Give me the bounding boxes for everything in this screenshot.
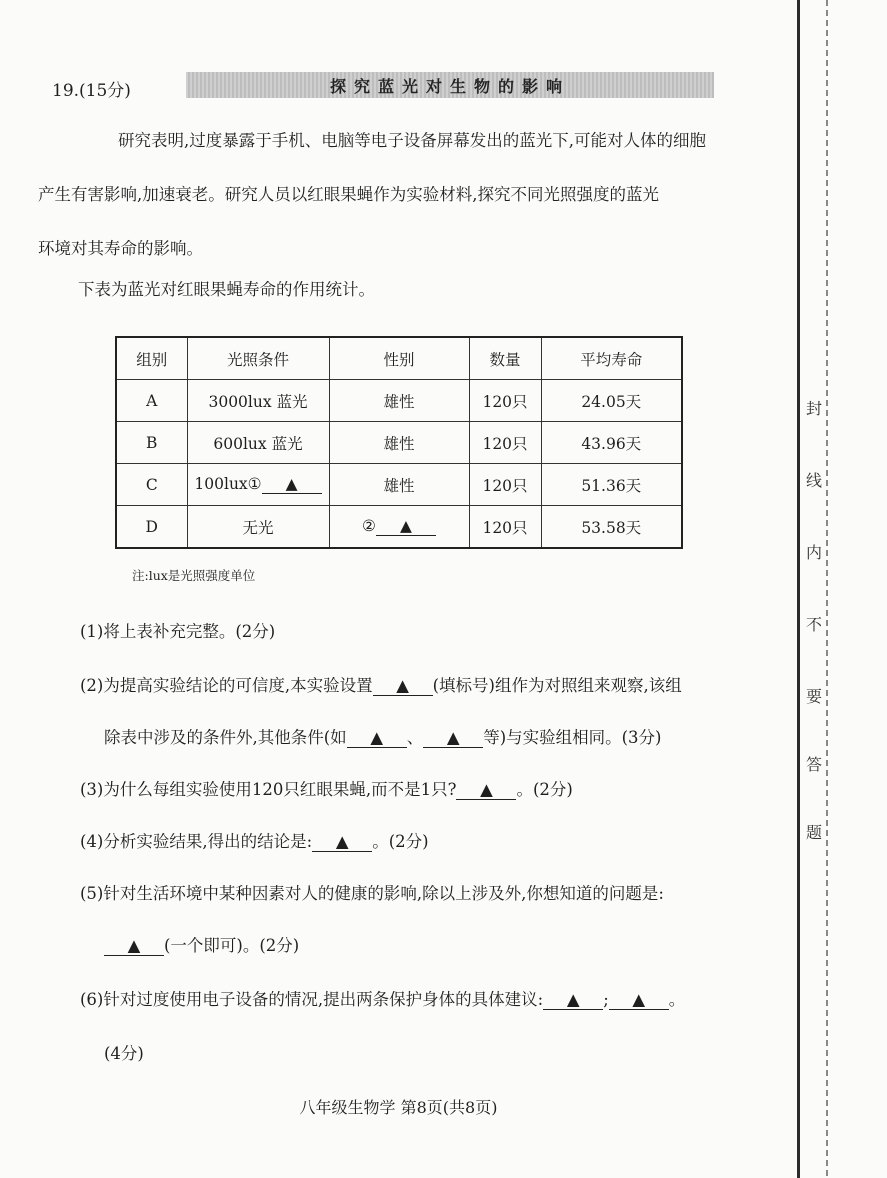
binding-dashed-line xyxy=(826,0,828,1178)
table-header-row xyxy=(116,337,682,380)
binding-char: 答 xyxy=(806,755,823,774)
table-row xyxy=(116,380,682,422)
table-cell: 53.58天 xyxy=(541,506,682,549)
subquestion-2-line-1 xyxy=(80,672,682,696)
cell-text: ② xyxy=(362,517,376,535)
binding-char: 题 xyxy=(806,823,823,842)
q2b-sep: 、 xyxy=(406,728,424,747)
answer-blank-q2-group[interactable]: ▲ xyxy=(373,676,433,696)
q2b-text-post: 等)与实验组相同。(3分) xyxy=(483,728,662,747)
answer-blank-q3[interactable]: ▲ xyxy=(456,780,516,800)
results-table xyxy=(115,336,683,549)
q2b-text-pre: 除表中涉及的条件外,其他条件(如 xyxy=(104,728,347,747)
binding-char: 封 xyxy=(806,399,823,418)
table-cell: 3000lux 蓝光 xyxy=(187,380,329,422)
binding-char: 要 xyxy=(806,687,823,706)
answer-blank-q2-condition-1[interactable]: ▲ xyxy=(347,728,407,748)
q5-text-post: (一个即可)。(2分) xyxy=(164,936,300,955)
answer-blank-q5[interactable]: ▲ xyxy=(104,936,164,956)
subquestion-6 xyxy=(80,986,685,1010)
subquestion-5-line-1: (5)针对生活环境中某种因素对人的健康的影响,除以上涉及外,你想知道的问题是: xyxy=(80,884,664,903)
q2-text-post: (填标号)组作为对照组来观察,该组 xyxy=(432,676,682,695)
q4-text-post: 。(2分) xyxy=(372,832,429,851)
table-header-cell: 平均寿命 xyxy=(541,337,682,380)
binding-line xyxy=(797,0,800,1178)
subquestion-3 xyxy=(80,776,573,800)
table-cell: C xyxy=(116,464,187,506)
table-cell: 120只 xyxy=(469,506,541,549)
binding-char: 不 xyxy=(806,615,823,634)
table-cell: 24.05天 xyxy=(541,380,682,422)
subquestion-6-score: (4分) xyxy=(104,1044,144,1063)
subquestion-4 xyxy=(80,828,429,852)
answer-blank-q6-1[interactable]: ▲ xyxy=(543,990,603,1010)
cell-text: 100lux① xyxy=(194,475,262,493)
table-cell: 600lux 蓝光 xyxy=(187,422,329,464)
table-header-cell: 性别 xyxy=(329,337,469,380)
table-cell: A xyxy=(116,380,187,422)
q6-text-pre: (6)针对过度使用电子设备的情况,提出两条保护身体的具体建议: xyxy=(80,990,544,1009)
table-cell: B xyxy=(116,422,187,464)
question-title-bar xyxy=(186,72,714,98)
answer-blank-2[interactable]: ▲ xyxy=(376,517,436,536)
table-cell: 120只 xyxy=(469,380,541,422)
subquestion-2-line-2 xyxy=(104,724,662,748)
answer-blank-q2-condition-2[interactable]: ▲ xyxy=(423,728,483,748)
table-cell: D xyxy=(116,506,187,549)
paragraph-line-2: 产生有害影响,加速衰老。研究人员以红眼果蝇作为实验材料,探究不同光照强度的蓝光 xyxy=(38,185,659,204)
table-row xyxy=(116,506,682,549)
table-cell: 无光 xyxy=(187,506,329,549)
table-cell: 雄性 xyxy=(329,422,469,464)
subquestion-1: (1)将上表补充完整。(2分) xyxy=(80,622,276,641)
table-header-cell: 光照条件 xyxy=(187,337,329,380)
table-row xyxy=(116,464,682,506)
paragraph-line-3: 环境对其寿命的影响。 xyxy=(38,239,203,258)
table-row xyxy=(116,422,682,464)
answer-blank-q4[interactable]: ▲ xyxy=(312,832,372,852)
table-header-cell: 组别 xyxy=(116,337,187,380)
q3-text-pre: (3)为什么每组实验使用120只红眼果蝇,而不是1只? xyxy=(80,780,457,799)
table-cell: 雄性 xyxy=(329,464,469,506)
table-cell: 51.36天 xyxy=(541,464,682,506)
subquestion-5-line-2 xyxy=(104,932,299,956)
table-note: 注:lux是光照强度单位 xyxy=(132,568,256,583)
table-intro: 下表为蓝光对红眼果蝇寿命的作用统计。 xyxy=(78,280,375,299)
binding-char: 线 xyxy=(806,471,823,490)
intro-paragraph xyxy=(38,114,748,276)
table-cell: 120只 xyxy=(469,422,541,464)
table-cell-with-blank xyxy=(329,506,469,549)
q2-text-pre: (2)为提高实验结论的可信度,本实验设置 xyxy=(80,676,373,695)
table-header-cell: 数量 xyxy=(469,337,541,380)
paragraph-line-1: 研究表明,过度暴露于手机、电脑等电子设备屏幕发出的蓝光下,可能对人体的细胞 xyxy=(118,131,706,150)
q3-text-post: 。(2分) xyxy=(516,780,573,799)
table-cell: 雄性 xyxy=(329,380,469,422)
q6-text-post: 。 xyxy=(668,990,686,1009)
q6-sep: ; xyxy=(603,990,609,1009)
table-cell-with-blank xyxy=(187,464,329,506)
binding-char: 内 xyxy=(806,543,823,562)
answer-blank-1[interactable]: ▲ xyxy=(262,475,322,494)
table-cell: 120只 xyxy=(469,464,541,506)
table-cell: 43.96天 xyxy=(541,422,682,464)
q4-text-pre: (4)分析实验结果,得出的结论是: xyxy=(80,832,313,851)
question-number: 19.(15分) xyxy=(52,81,131,101)
question-title: 探究蓝光对生物的影响 xyxy=(329,76,570,96)
page-footer: 八年级生物学 第8页(共8页) xyxy=(299,1098,498,1117)
answer-blank-q6-2[interactable]: ▲ xyxy=(609,990,669,1010)
